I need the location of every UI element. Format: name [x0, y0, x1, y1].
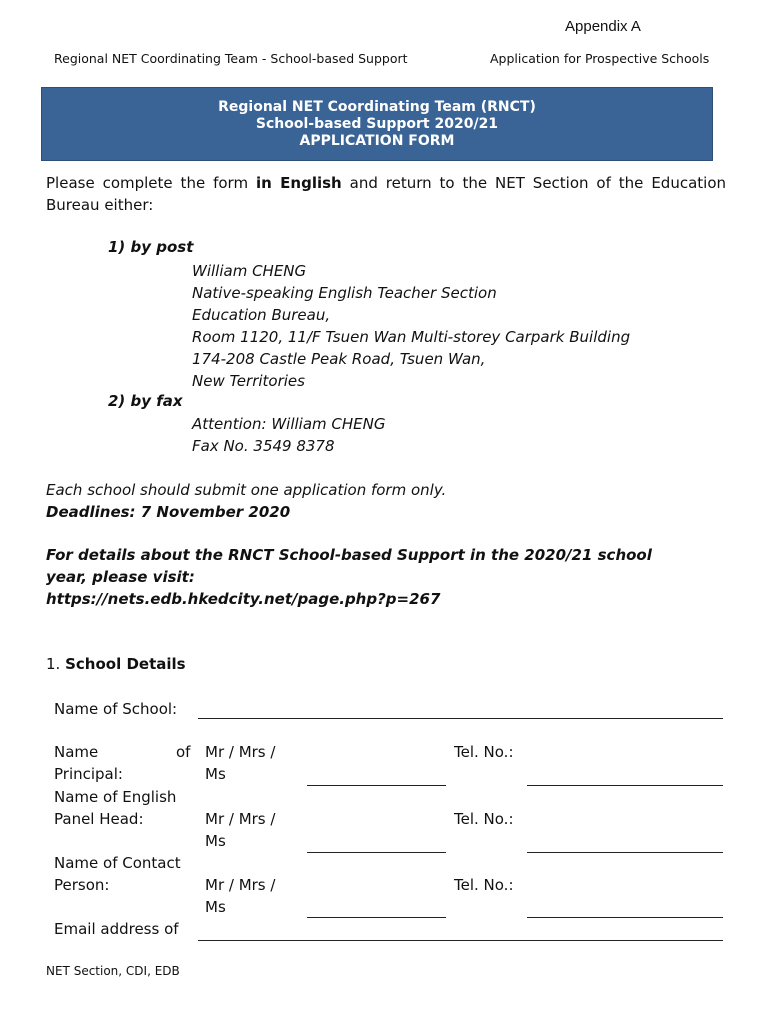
panel-tel-label: Tel. No.:: [454, 810, 514, 828]
school-name-label: Name of School:: [54, 700, 178, 718]
header-right: Application for Prospective Schools: [490, 51, 710, 66]
header-left: Regional NET Coordinating Team - School-based Support: [54, 51, 408, 66]
school-name-field[interactable]: [198, 718, 723, 719]
contact-tel-label: Tel. No.:: [454, 876, 514, 894]
post-label: 1) by post: [108, 238, 194, 256]
principal-name-field[interactable]: [307, 785, 446, 786]
address-line: New Territories: [192, 372, 305, 390]
intro-bold: in English: [255, 174, 342, 192]
intro-pre: Please complete the form: [46, 174, 256, 192]
address-line: Room 1120, 11/F Tsuen Wan Multi-storey Carpark Building: [192, 328, 631, 346]
panel-label-b: Panel Head:: [54, 810, 144, 828]
details-line-2: year, please visit:: [46, 568, 195, 586]
form-title-banner: [41, 87, 713, 161]
banner-line-3: APPLICATION FORM: [299, 132, 455, 149]
fax-line: Attention: William CHENG: [192, 415, 386, 433]
principal-title-b: Ms: [205, 765, 226, 783]
panel-title-a: Mr / Mrs /: [205, 810, 276, 828]
contact-label-b: Person:: [54, 876, 110, 894]
panel-title-b: Ms: [205, 832, 226, 850]
intro-post: and return to the NET Section of the Education Bureau either:: [46, 174, 726, 214]
contact-tel-field[interactable]: [527, 917, 723, 918]
contact-title-b: Ms: [205, 898, 226, 916]
address-line: 174-208 Castle Peak Road, Tsuen Wan,: [192, 350, 486, 368]
intro-paragraph: [46, 172, 726, 216]
banner-line-2: School-based Support 2020/21: [255, 115, 499, 132]
fax-line: Fax No. 3549 8378: [192, 437, 335, 455]
section-number: 1.: [46, 655, 61, 673]
principal-tel-field[interactable]: [527, 785, 723, 786]
address-line: William CHENG: [192, 262, 307, 280]
appendix-label: Appendix A: [565, 18, 641, 35]
page-footer: NET Section, CDI, EDB: [46, 964, 180, 978]
section-heading: [46, 655, 186, 673]
banner-line-1: Regional NET Coordinating Team (RNCT): [218, 98, 536, 115]
address-line: Education Bureau,: [192, 306, 331, 324]
post-address: [192, 260, 630, 392]
details-line-1: For details about the RNCT School-based Support in the 2020/21 school: [46, 546, 652, 564]
principal-tel-label: Tel. No.:: [454, 743, 514, 761]
panel-tel-field[interactable]: [527, 852, 723, 853]
fax-label: 2) by fax: [108, 392, 183, 410]
email-label: Email address of: [54, 920, 179, 938]
fax-details: [192, 413, 385, 457]
one-form-note: Each school should submit one application form only.: [46, 481, 447, 499]
contact-title-a: Mr / Mrs /: [205, 876, 276, 894]
principal-label-of: of: [176, 743, 191, 761]
details-url[interactable]: https://nets.edb.hkedcity.net/page.php?p=267: [46, 590, 441, 608]
deadline: Deadlines: 7 November 2020: [46, 503, 291, 521]
contact-label-a: Name of Contact: [54, 854, 181, 872]
principal-title-a: Mr / Mrs /: [205, 743, 276, 761]
panel-name-field[interactable]: [307, 852, 446, 853]
principal-label-a: Name: [54, 743, 99, 761]
principal-label-b: Principal:: [54, 765, 123, 783]
contact-name-field[interactable]: [307, 917, 446, 918]
section-title: School Details: [65, 655, 186, 673]
panel-label-a: Name of English: [54, 788, 177, 806]
email-field[interactable]: [198, 940, 723, 941]
address-line: Native-speaking English Teacher Section: [192, 284, 497, 302]
